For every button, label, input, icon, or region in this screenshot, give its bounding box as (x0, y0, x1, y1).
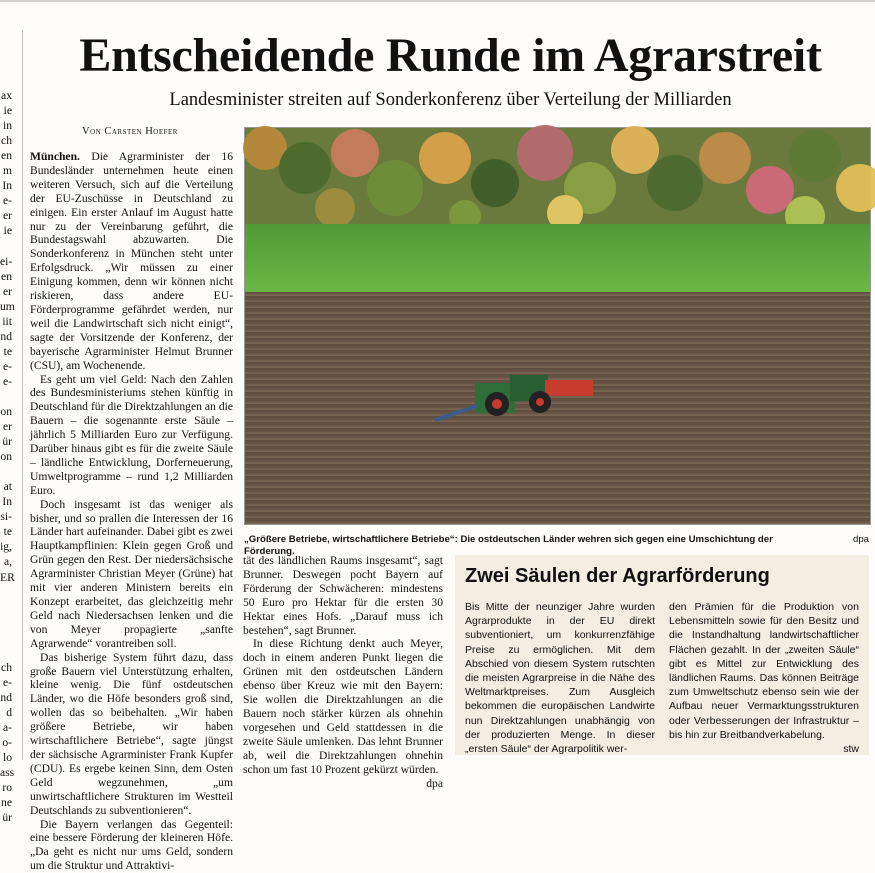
byline: Von Carsten Hoefer (30, 126, 230, 137)
fragment-line: e- (0, 359, 12, 374)
fragment-line: er (0, 419, 12, 434)
article-column-2 (243, 554, 443, 760)
fragment-line (0, 615, 12, 630)
fragment-line (0, 585, 12, 600)
fragment-line: en (0, 148, 12, 163)
info-box-column-1: Bis Mitte der neunziger Jahre wurden Agrarprodukte in der EU direkt subventioniert, um konkurrenzfähige Preise zu ermöglichen. Mit dem Abschied von diesem System rutschten die meisten Agrarpreise in die Nähe des Weltmarktpreises. Zum Ausgleich bekommen die europäischen Landwirte nun Direktzahlungen unabhängig von der produzierten Menge. In dieser „ersten Säule“ der Agrarpolitik wer- (465, 600, 655, 756)
photo-credit: dpa (826, 534, 869, 545)
previous-article-fragment (0, 0, 20, 848)
article-column-1 (30, 150, 233, 760)
fragment-line: in (0, 118, 12, 133)
fragment-line: ch (0, 660, 12, 675)
fragment-line: ür (0, 810, 12, 825)
fragment-line (0, 464, 12, 479)
fragment-line: er (0, 208, 12, 223)
fragment-line: a- (0, 720, 12, 735)
fragment-line: nd (0, 329, 12, 344)
info-box-signature: stw (669, 742, 859, 756)
fragment-line: o- (0, 735, 12, 750)
headline: Entscheidende Runde im Agrarstreit (28, 28, 873, 84)
fragment-line: ch (0, 133, 12, 148)
fragment-line (0, 389, 12, 404)
article-paragraph: München. Die Agrarminister der 16 Bundesländer unternehmen heute einen weiteren Versuch, sich auf die Verteilung der EU-Zuschüsse in Deutschland zu einigen. Ein erster Anlauf im August hatte nur zu der Vereinbarung geführt, die Bundestagswahl abzuwarten. Die Sonderkonferenz in München steht unter Erfolgsdruck. „Wir müssen zu einer Einigung kommen, denn wir können nicht riskieren, dass andere EU-Förderprogramme gefährdet werden, nur weil die Landwirtschaft sich nicht einigt“, sagte der Vorsitzende der Konferenz, der bayerische Agrarminister Helmut Brunner (CSU), am Wochenende. (30, 150, 233, 373)
info-box-column-2 (669, 600, 859, 756)
fragment-line: ro (0, 780, 12, 795)
fragment-line: at (0, 479, 12, 494)
column-divider (22, 30, 23, 760)
fragment-line: er (0, 284, 12, 299)
fragment-line: lo (0, 750, 12, 765)
fragment-line: nd (0, 690, 12, 705)
article-paragraph: Doch insgesamt ist das weniger als bisher, und so prallen die Interessen der 16 Länder hart aufeinander. Dabei gibt es zwei Hauptkampflinien: Klein gegen Groß und Grün gegen den Rest. Der niedersächsische Agrarminister Christian Meyer (Grüne) hat mit vier anderen Ministern bereits ein Konzept erarbeitet, das gleichzeitig mehr Geld nach Niedersachsen lenken und die von Meyer propagierte „sanfte Agrarwende“ vorantreiben soll. (30, 498, 233, 651)
article-paragraph: Die Bayern verlangen das Gegenteil: eine bessere Förderung der kleineren Höfe. „Da geht es nicht nur ums Geld, sondern um die Struktur und Attraktivi- (30, 818, 233, 873)
tractor-field-photo (244, 127, 871, 525)
fragment-line: on (0, 449, 12, 464)
fragment-line: e- (0, 193, 12, 208)
fragment-line: ax (0, 88, 12, 103)
fragment-line: en (0, 269, 12, 284)
fragment-line: ass (0, 765, 12, 780)
fragment-line (0, 645, 12, 660)
top-rule (0, 0, 875, 2)
fragment-line (0, 238, 12, 253)
fragment-line: In (0, 494, 12, 509)
fragment-line: si- (0, 509, 12, 524)
fragment-line (0, 630, 12, 645)
info-box-title: Zwei Säulen der Agrarförderung (465, 563, 770, 589)
fragment-line: d (0, 705, 12, 720)
fragment-line: e- (0, 675, 12, 690)
info-box (455, 555, 869, 755)
fragment-line: ne (0, 795, 12, 810)
fragment-line (0, 600, 12, 615)
article-signature: dpa (243, 777, 443, 791)
dateline: München. (30, 150, 80, 163)
fragment-line: ür (0, 434, 12, 449)
fragment-line: ER (0, 570, 12, 585)
photo-caption: „Größere Betriebe, wirtschaftlichere Betriebe“: Die ostdeutschen Länder wehren sich gegen eine Umschichtung der Förderung. (244, 534, 822, 558)
fragment-line: iit (0, 314, 12, 329)
fragment-line: on (0, 404, 12, 419)
photo-illustration (245, 128, 870, 524)
fragment-line: ie (0, 103, 12, 118)
info-box-text: den Prämien für die Produktion von Lebensmitteln sowie für den Besitz und die Instandhaltung landwirtschaftlicher Flächen gezahlt. In der „zweiten Säule“ gibt es Mittel zur Entwicklung des ländlichen Raums. Das können Beiträge zum Umweltschutz ebenso sein wie der Aufbau neuer Vermarktungsstrukturen oder Verbesserungen der Infrastruktur – bis hin zur Breitbandverkabelung. (669, 601, 859, 741)
fragment-line: e- (0, 374, 12, 389)
fragment-line: ei- (0, 254, 12, 269)
fragment-line: In (0, 178, 12, 193)
article-paragraph: Das bisherige System führt dazu, dass große Bauern viel Unterstützung erhalten, kleine wenig. Die fünf ostdeutschen Länder, wo die Höfe besonders groß sind, wollen das so beibehalten. „Wir haben größere Betriebe, wir haben wirtschaftlichere Betriebe“, sagte jüngst der sächsische Agrarminister Frank Kupfer (CDU). Es ergebe keinen Sinn, dem Osten Geld wegzunehmen, „um unwirtschaftlichere Strukturen im Westteil Deutschlands zu subventionieren“. (30, 651, 233, 818)
fragment-line: te (0, 524, 12, 539)
fragment-line: a, (0, 554, 12, 569)
fragment-line: m (0, 163, 12, 178)
subheadline: Landesminister streiten auf Sonderkonferenz über Verteilung der Milliarden (28, 89, 873, 111)
article-paragraph: tät des ländlichen Raums insgesamt“, sagt Brunner. Deswegen pocht Bayern auf Förderung der Schwächeren: mindestens 50 Euro pro Hektar für die ersten 30 Hektar eines Hofs. „Darauf muss ich bestehen“, sagt Brunner. (243, 554, 443, 637)
article-paragraph: Es geht um viel Geld: Nach den Zahlen des Bundesministeriums stehen künftig in Deutschland für die Direktzahlungen an die Bauern – die sogenannte erste Säule – jährlich 5 Milliarden Euro zur Verfügung. Darüber hinaus gibt es für die zweite Säule – ländliche Entwicklung, Dorferneuerung, Umweltprogramme – rund 1,2 Milliarden Euro. (30, 373, 233, 498)
fragment-line: um (0, 299, 12, 314)
fragment-line: te (0, 344, 12, 359)
article-paragraph: In diese Richtung denkt auch Meyer, doch in einem anderen Punkt liegen die Grünen mit den ostdeutschen Ländern ebenso über Kreuz wie mit den Bayern: Sie wollen die Direktzahlungen an die Bauern noch stärker kürzen als ohnehin vorgesehen und Geld stattdessen in die zweite Säule umlenken. Das lehnt Brunner ab, weil die Direktzahlungen ohnehin schon um fast 10 Prozent gekürzt würden. (243, 637, 443, 776)
fragment-line: ig, (0, 539, 12, 554)
fragment-line: ie (0, 223, 12, 238)
